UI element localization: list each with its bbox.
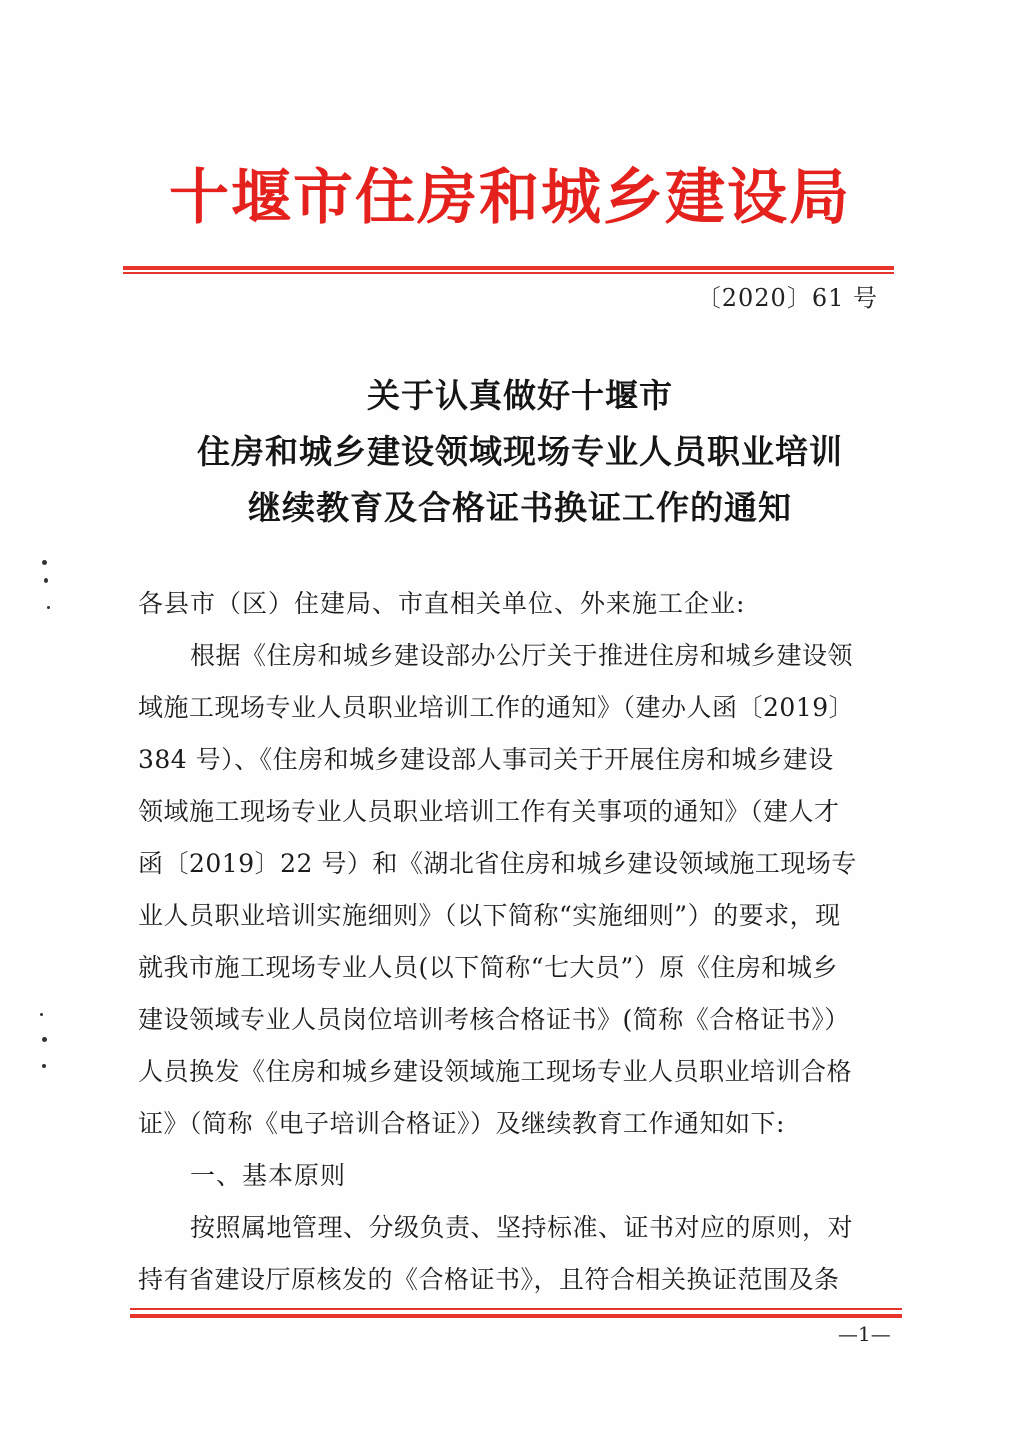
letterhead-organization: 十堰市住房和城乡建设局 <box>169 163 851 233</box>
letterhead-rule-top <box>123 266 894 270</box>
binding-mark <box>42 1037 47 1042</box>
binding-mark <box>47 606 50 609</box>
paragraph-line: 函〔2019〕22 号）和《湖北省住房和城乡建设领域施工现场专 <box>138 849 857 878</box>
paragraph-line: 域施工现场专业人员职业培训工作的通知》（建办人函〔2019〕 <box>138 693 855 722</box>
paragraph-line: 业人员职业培训实施细则》（以下简称“实施细则”）的要求，现 <box>138 901 841 930</box>
paragraph-line: 按照属地管理、分级负责、坚持标准、证书对应的原则，对 <box>190 1213 854 1242</box>
page-number: —1— <box>838 1322 891 1346</box>
paragraph-line: 根据《住房和城乡建设部办公厅关于推进住房和城乡建设领 <box>190 641 854 670</box>
binding-mark <box>42 1064 46 1068</box>
letterhead-rule-bottom <box>123 272 894 274</box>
paragraph-line: 384 号）、《住房和城乡建设部人事司关于开展住房和城乡建设 <box>138 745 834 774</box>
paragraph-line: 就我市施工现场专业人员(以下简称“七大员”）原《住房和城乡 <box>138 953 838 982</box>
binding-mark <box>40 1013 43 1016</box>
title-line: 继续教育及合格证书换证工作的通知 <box>248 488 792 527</box>
section-heading: 一、基本原则 <box>190 1161 347 1190</box>
salutation: 各县市（区）住建局、市直相关单位、外来施工企业: <box>138 589 746 618</box>
document-number: 〔2020〕61 号 <box>696 284 878 312</box>
paragraph-basis <box>138 630 898 1150</box>
notice-body <box>138 578 898 1306</box>
paragraph-line: 领域施工现场专业人员职业培训工作有关事项的通知》（建人才 <box>138 797 840 826</box>
notice-title <box>140 368 900 536</box>
title-line: 关于认真做好十堰市 <box>367 376 673 415</box>
binding-mark <box>44 578 48 583</box>
binding-mark <box>42 560 47 565</box>
paragraph-line: 建设领域专业人员岗位培训考核合格证书》(简称《合格证书》） <box>138 1005 850 1034</box>
footer-rule-bottom <box>130 1314 902 1318</box>
paragraph-line: 持有省建设厅原核发的《合格证书》，且符合相关换证范围及条 <box>138 1265 840 1294</box>
paragraph-line: 人员换发《住房和城乡建设领域施工现场专业人员职业培训合格 <box>138 1057 853 1086</box>
title-line: 住房和城乡建设领域现场专业人员职业培训 <box>197 432 843 471</box>
footer-rule-top <box>130 1308 902 1310</box>
paragraph-line: 证》（简称《电子培训合格证》）及继续教育工作通知如下: <box>138 1109 785 1138</box>
paragraph-principles <box>138 1202 898 1306</box>
